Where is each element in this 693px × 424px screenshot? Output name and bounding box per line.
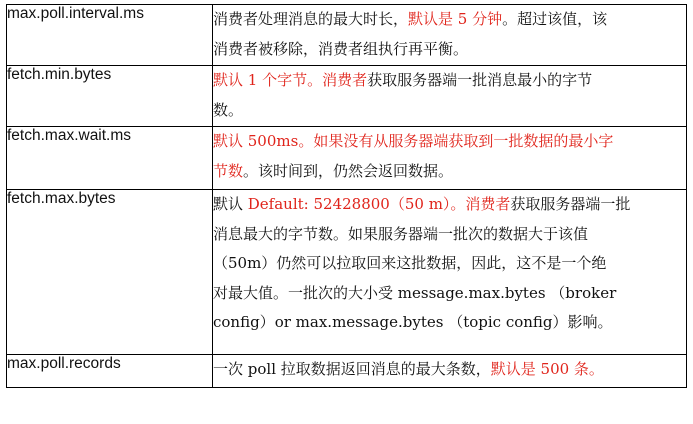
description-line [213,249,686,279]
param-description-cell [213,355,687,388]
description-line [213,279,686,309]
param-description-cell [213,127,687,190]
description-line [213,355,686,385]
config-parameter-table [6,4,687,388]
description-text: 默认 [213,195,248,213]
param-description-cell [213,190,687,355]
description-text: 获取服务器端一批 [510,195,631,213]
description-line [213,5,686,35]
description-text: 消费者处理消息的最大时长， [213,10,409,28]
highlighted-text: 默认 1 个字节。 [213,71,323,89]
param-name-cell [7,127,213,190]
description-text: 对最大值。一批次的大小受 message.max.bytes （broker [213,283,617,302]
highlighted-text: Default: 52428800（50 m）。消费者 [247,195,511,213]
param-name-cell [7,5,213,66]
description-text: 一次 poll 拉取数据返回消息的最大条数， [213,360,491,378]
param-description-cell [213,5,687,66]
description-line [213,66,686,96]
table-row [7,355,687,388]
highlighted-text: 默认 500ms。如果没有从服务器端获取到一批数据的最小字 [213,132,614,150]
param-name-cell [7,190,213,355]
param-name-cell [7,355,213,388]
table-row [7,127,687,190]
description-text: 。超过该值，该 [502,10,608,28]
highlighted-text: 消费者 [322,71,368,89]
description-text: 消费者被移除，消费者组执行再平衡。 [213,39,469,58]
param-description-cell [213,66,687,127]
param-name: fetch.max.wait.ms [7,127,132,144]
description-line [213,127,686,157]
param-name: fetch.min.bytes [7,66,112,83]
table-row [7,5,687,66]
description-text: 消息最大的字节数。如果服务器端一批次的数据大于该值 [213,224,589,243]
param-name: fetch.max.bytes [7,190,116,207]
param-name: max.poll.interval.ms [7,5,144,22]
description-line [213,35,686,65]
description-line [213,220,686,250]
description-line [213,190,686,220]
highlighted-text: 默认是 5 分钟 [408,10,503,28]
description-text: config）or max.message.bytes （topic config）影响。 [213,313,613,331]
description-text: 获取服务器端一批消息最小的字节 [367,71,593,89]
table-row [7,66,687,127]
param-name: max.poll.records [7,355,121,372]
description-text: 。该时间到，仍然会返回数据。 [243,161,454,180]
description-line [213,157,686,187]
table-body [7,5,687,388]
description-line [213,96,686,126]
description-line [213,308,686,338]
description-text: （50m）仍然可以拉取回来这批数据，因此，这不是一个绝 [213,254,607,272]
param-name-cell [7,66,213,127]
highlighted-text: 节数 [213,161,244,180]
highlighted-text: 默认是 500 条。 [490,360,604,378]
table-row [7,190,687,355]
description-text: 数。 [213,100,244,119]
